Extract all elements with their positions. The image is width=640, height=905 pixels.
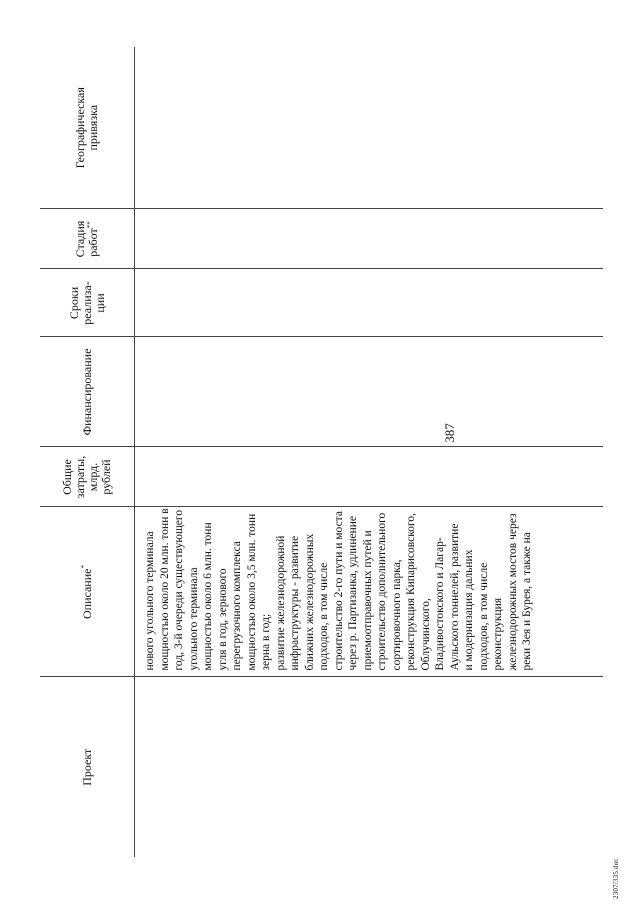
description-line: реконструкция <box>492 597 504 671</box>
description-line: перегрузочного комплекса <box>231 541 243 671</box>
header-timeline <box>40 269 135 337</box>
cell-total-cost <box>135 447 604 507</box>
header-financing <box>40 337 135 447</box>
header-financing-label: Финансирование <box>79 348 94 436</box>
description-line: Владивостокского и Лагар- <box>434 537 446 671</box>
page-number: 387 <box>442 423 457 443</box>
description-line: Аульского тоннелей, развитие <box>448 523 461 671</box>
description-line: мощностью около 20 млн. тонн в <box>158 508 171 671</box>
description-line: через р. Партизанка, удлинение <box>347 516 359 671</box>
description-line: подходов, в том числе <box>318 562 330 671</box>
header-stage-line: Стадия <box>73 220 87 258</box>
projects-table <box>40 47 603 857</box>
header-total-cost-line: Общие <box>60 459 74 495</box>
description-line: угольного терминала <box>187 567 200 671</box>
header-stage-mark: ** <box>86 221 94 229</box>
header-description-label: Описание <box>79 568 94 619</box>
header-total-cost-line: рублей <box>99 459 113 495</box>
description-line: мощностью около 3,5 млн. тонн <box>245 513 258 671</box>
cell-financing <box>135 337 604 447</box>
description-line: Облучинского, <box>419 598 432 671</box>
description-line: подходов, в том числе <box>477 562 490 671</box>
header-stage <box>40 209 135 269</box>
header-geography-line: Географическая <box>73 87 87 169</box>
description-line: приемоотправочных путей и <box>361 530 374 671</box>
description-line: год, 3-й очереди существующего <box>173 509 185 671</box>
description-line: нового угольного терминала <box>144 531 156 671</box>
header-timeline-line: реализа- <box>79 281 94 325</box>
header-total-cost-line: млрд. <box>86 462 100 492</box>
description-line: угля в год, зернового <box>216 568 229 671</box>
description-line: реконструкция Кипарисовского, <box>405 512 417 671</box>
description-line: зерна в год; <box>260 613 272 671</box>
header-project-label: Проект <box>79 748 94 786</box>
description-line: реки Зея и Бурея, а также на <box>521 532 533 671</box>
description-line: и модернизация дальних <box>463 549 475 671</box>
description-line: строительство 2-го пути и моста <box>332 511 345 671</box>
description-line: инфраструктуры - развитие <box>289 535 301 671</box>
header-project <box>40 677 135 857</box>
table-header-row <box>40 47 135 857</box>
header-geography <box>40 47 135 209</box>
header-total-cost-line: затраты, <box>73 455 87 499</box>
document-id: 2307/335.doc <box>612 858 620 899</box>
header-description <box>40 507 135 677</box>
cell-description <box>135 507 604 677</box>
header-stage-line <box>87 212 100 267</box>
description-line: сортировочного парка, <box>390 559 403 671</box>
description-line: железнодорожных мостов через <box>506 513 519 671</box>
description-line: строительство дополнительного <box>376 512 388 671</box>
cell-geography <box>135 47 604 209</box>
header-total-cost <box>40 447 135 507</box>
table-row <box>135 47 604 857</box>
description-line: развитие железнодорожной <box>274 535 287 671</box>
description-line: мощностью около 6 млн. тонн <box>202 522 214 671</box>
cell-project <box>135 677 604 857</box>
header-stage-line-text: работ <box>86 228 100 257</box>
description-text <box>143 508 535 671</box>
header-geography-line: привязка <box>86 104 100 151</box>
header-timeline-line: Сроки <box>66 286 81 320</box>
cell-stage <box>135 209 604 269</box>
header-description-mark: * <box>79 565 88 569</box>
header-timeline-line: ции <box>92 293 107 313</box>
description-line: ближних железнодорожных <box>303 533 316 671</box>
cell-timeline <box>135 269 604 337</box>
